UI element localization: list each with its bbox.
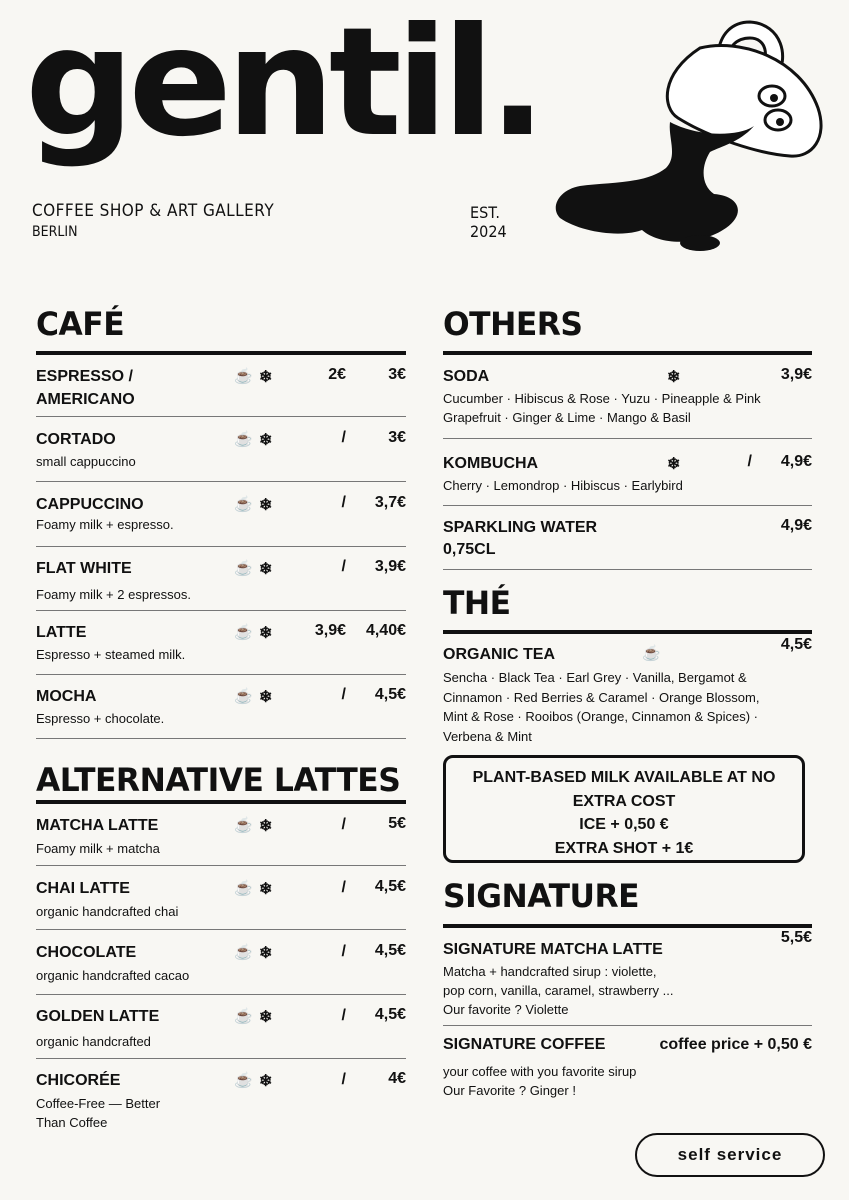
snowflake-icon: ❄ — [259, 689, 273, 706]
the-title-rule — [443, 630, 812, 634]
the-title: THÉ — [443, 584, 511, 622]
signature-matcha-line1: Matcha + handcrafted sirup : violette, — [443, 964, 657, 979]
cafe-item-price: 3€ — [388, 429, 406, 446]
alt-item-price-small: / — [341, 1071, 346, 1088]
divider — [443, 505, 812, 506]
divider — [36, 674, 406, 675]
divider — [36, 738, 406, 739]
others-title: OTHERS — [443, 305, 583, 343]
alt-item-desc: organic handcrafted chai — [36, 904, 179, 919]
alt-item-price-small: / — [341, 879, 346, 896]
cafe-item-desc: Foamy milk + 2 espressos. — [36, 587, 191, 602]
divider — [36, 610, 406, 611]
snowflake-icon: ❄ — [259, 561, 273, 578]
hot-cup-icon: ☕ — [234, 688, 253, 705]
alt-item-desc: Coffee-Free — Better — [36, 1096, 161, 1111]
cafe-item-price: 3,7€ — [374, 494, 406, 511]
notice-line: ICE + 0,50 € — [579, 816, 669, 833]
cafe-item-desc: Espresso + steamed milk. — [36, 647, 186, 662]
divider — [36, 994, 406, 995]
signature-matcha-price: 5,5€ — [780, 929, 812, 946]
snowflake-icon: ❄ — [259, 881, 273, 898]
cafe-item-desc: Espresso + chocolate. — [36, 711, 165, 726]
hot-cup-icon: ☕ — [234, 624, 253, 641]
hot-cup-icon: ☕ — [234, 1008, 253, 1025]
cafe-item-name: CORTADO — [36, 431, 116, 448]
hot-cup-icon: ☕ — [234, 431, 253, 448]
cafe-item-price: 3€ — [388, 366, 406, 383]
snowflake-icon: ❄ — [259, 625, 273, 642]
signature-matcha-line3: Our favorite ? Violette — [443, 1002, 569, 1017]
tea-line-4: Verbena & Mint — [443, 729, 532, 744]
spilled-cup-illustration — [550, 18, 830, 268]
signature-coffee-line2: Our Favorite ? Ginger ! — [443, 1083, 576, 1098]
cafe-item-price-small: / — [341, 686, 346, 703]
hot-cup-icon: ☕ — [234, 1072, 253, 1089]
divider — [36, 481, 406, 482]
alt-item-name: GOLDEN LATTE — [36, 1008, 160, 1025]
soda-price: 3,9€ — [780, 366, 812, 383]
hot-cup-icon: ☕ — [234, 368, 253, 385]
soda-flavors-line1: Cucumber · Hibiscus & Rose · Yuzu · Pineapple & Pink — [443, 391, 761, 406]
snowflake-icon: ❄ — [259, 432, 273, 449]
signature-coffee-line1: your coffee with you favorite sirup — [443, 1064, 637, 1079]
snowflake-icon: ❄ — [259, 369, 273, 386]
alt-item-name: CHOCOLATE — [36, 944, 137, 961]
cafe-item-name: LATTE — [36, 624, 87, 641]
kombucha-flavors: Cherry · Lemondrop · Hibiscus · Earlybird — [443, 478, 683, 493]
notice-line: PLANT-BASED MILK AVAILABLE AT NO — [472, 769, 776, 786]
sparkling-water-name: SPARKLING WATER — [443, 519, 598, 536]
sparkling-water-price: 4,9€ — [780, 517, 812, 534]
notice-line: EXTRA COST — [572, 792, 676, 810]
cafe-item-price-small: / — [341, 558, 346, 575]
alt-item-price-small: / — [341, 816, 346, 833]
signature-matcha-line2: pop corn, vanilla, caramel, strawberry ... — [443, 983, 674, 998]
divider — [36, 546, 406, 547]
cafe-title-rule — [36, 351, 406, 355]
alt-item-price: 4,5€ — [374, 878, 406, 895]
hot-cup-icon: ☕ — [234, 560, 253, 577]
soda-flavors-line2: Grapefruit · Ginger & Lime · Mango & Basil — [443, 410, 691, 425]
alt-item-name: MATCHA LATTE — [36, 817, 159, 834]
cafe-item-name: MOCHA — [36, 688, 97, 705]
divider — [36, 929, 406, 930]
hot-cup-icon: ☕ — [234, 944, 253, 961]
divider — [36, 1058, 406, 1059]
organic-tea-price: 4,5€ — [780, 636, 812, 653]
divider — [443, 1025, 812, 1026]
snowflake-icon: ❄ — [667, 456, 681, 473]
alt-item-name: CHAI LATTE — [36, 880, 130, 897]
alt-item-price: 5€ — [388, 815, 406, 832]
cafe-item-price-small: / — [341, 494, 346, 511]
kombucha-small-price: / — [747, 453, 752, 470]
cafe-title: CAFÉ — [36, 305, 125, 343]
organic-tea-name: ORGANIC TEA — [443, 646, 555, 663]
cafe-item-desc: small cappuccino — [36, 454, 136, 469]
alt-item-price: 4,5€ — [374, 942, 406, 959]
tagline: COFFEE SHOP & ART GALLERY — [32, 201, 275, 221]
tea-line-3: Mint & Rose · Rooibos (Orange, Cinnamon & Spices) · — [443, 709, 759, 724]
divider — [443, 438, 812, 439]
city: BERLIN — [32, 224, 78, 240]
alt-title-rule — [36, 800, 406, 804]
established — [470, 203, 507, 241]
hot-cup-icon: ☕ — [642, 645, 661, 662]
alt-item-desc: Foamy milk + matcha — [36, 841, 160, 856]
soda-name: SODA — [443, 368, 490, 385]
tea-line-1: Sencha · Black Tea · Earl Grey · Vanilla, Bergamot & — [443, 670, 747, 685]
hot-cup-icon: ☕ — [234, 880, 253, 897]
plant-based-notice — [443, 755, 805, 863]
alt-item-price-small: / — [341, 1007, 346, 1024]
alt-item-desc: organic handcrafted cacao — [36, 968, 190, 983]
snowflake-icon: ❄ — [259, 1073, 273, 1090]
signature-coffee-name: SIGNATURE COFFEE — [443, 1036, 606, 1053]
cafe-item-price-small: 2€ — [328, 366, 346, 383]
cafe-item-price: 3,9€ — [374, 558, 406, 575]
logo: gentil. — [24, 0, 541, 170]
snowflake-icon: ❄ — [259, 497, 273, 514]
kombucha-name: KOMBUCHA — [443, 455, 539, 472]
cafe-item-name-line2: AMERICANO — [36, 391, 135, 408]
signature-coffee-price: coffee price + 0,50 € — [659, 1036, 812, 1053]
cafe-item-price-small: 3,9€ — [314, 622, 346, 639]
cafe-item-name: CAPPUCCINO — [36, 496, 144, 513]
alt-item-price-small: / — [341, 943, 346, 960]
signature-matcha-name: SIGNATURE MATCHA LATTE — [443, 941, 663, 958]
alt-item-price: 4€ — [388, 1070, 406, 1087]
tea-line-2: Cinnamon · Red Berries & Caramel · Orange Blossom, — [443, 690, 760, 705]
divider — [36, 416, 406, 417]
cafe-item-name: ESPRESSO / — [36, 368, 133, 385]
est-year: 2024 — [470, 222, 507, 241]
snowflake-icon: ❄ — [259, 1009, 273, 1026]
alternative-lattes-title: ALTERNATIVE LATTES — [36, 761, 401, 799]
alt-item-name: CHICORÉE — [36, 1072, 121, 1089]
hot-cup-icon: ☕ — [234, 496, 253, 513]
sparkling-water-size: 0,75CL — [443, 541, 496, 558]
cafe-item-price-small: / — [341, 429, 346, 446]
self-service-badge: self service — [635, 1133, 825, 1177]
divider — [36, 865, 406, 866]
snowflake-icon: ❄ — [259, 945, 273, 962]
hot-cup-icon: ☕ — [234, 817, 253, 834]
signature-title-rule — [443, 924, 812, 928]
est-label: EST. — [470, 203, 500, 222]
kombucha-price: 4,9€ — [780, 453, 812, 470]
cafe-item-price: 4,40€ — [365, 622, 406, 639]
signature-title: SIGNATURE — [443, 877, 640, 915]
snowflake-icon: ❄ — [667, 369, 681, 386]
alt-item-desc-line2: Than Coffee — [36, 1115, 108, 1130]
cafe-item-price: 4,5€ — [374, 686, 406, 703]
divider — [443, 569, 812, 570]
cafe-item-name: FLAT WHITE — [36, 560, 132, 577]
alt-item-price: 4,5€ — [374, 1006, 406, 1023]
others-title-rule — [443, 351, 812, 355]
notice-line: EXTRA SHOT + 1€ — [554, 839, 694, 857]
cafe-item-desc: Foamy milk + espresso. — [36, 517, 174, 532]
snowflake-icon: ❄ — [259, 818, 273, 835]
alt-item-desc: organic handcrafted — [36, 1034, 151, 1049]
